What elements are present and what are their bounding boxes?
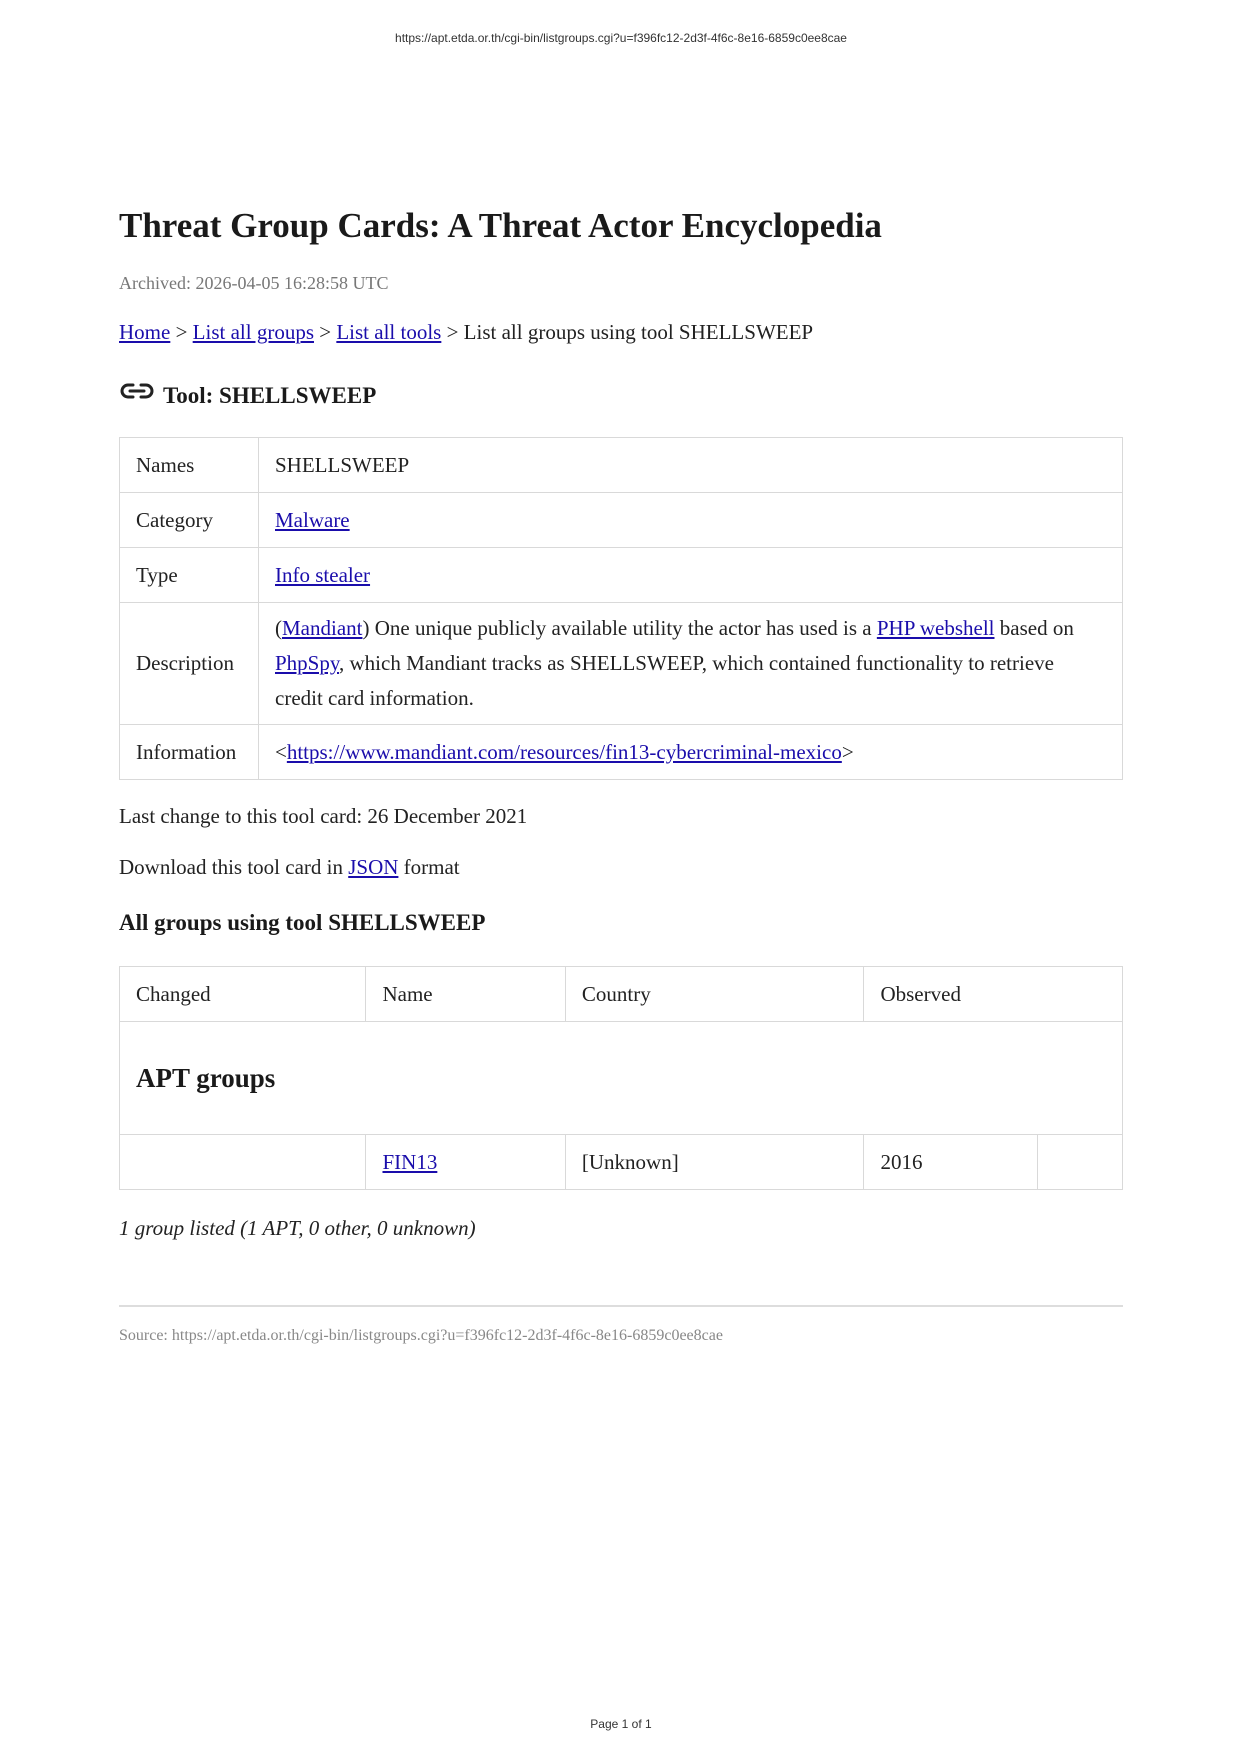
desc-text: , which Mandiant tracks as SHELLSWEEP, which contained functionality to retrieve credit card information. [275,651,1054,710]
main-content [119,205,1123,1345]
names-value: SHELLSWEEP [259,438,1123,493]
column-header-observed: Observed [864,967,1123,1022]
category-link[interactable]: Malware [275,507,350,532]
tool-title: Tool: SHELLSWEEP [163,383,377,408]
mandiant-source-link[interactable]: Mandiant [282,616,363,640]
tool-heading [119,379,1123,409]
info-bracket: > [841,739,854,764]
groups-summary: 1 group listed (1 APT, 0 other, 0 unknown) [119,1216,476,1240]
last-change-text: Last change to this tool card: 26 December 2021 [119,804,528,828]
json-download-link[interactable]: JSON [348,855,399,879]
section-title-apt-groups: APT groups [120,1022,1123,1135]
source-url: Source: https://apt.etda.or.th/cgi-bin/listgroups.cgi?u=f396fc12-2d3f-4f6c-8e16-6859c0ee8cae [119,1327,723,1344]
category-label: Category [120,493,259,548]
desc-text: based on [994,616,1074,640]
column-header-changed: Changed [120,967,366,1022]
table-row [120,493,1123,548]
information-value [259,725,1123,780]
table-row [120,1135,1123,1190]
groups-heading: All groups using tool SHELLSWEEP [119,910,486,935]
breadcrumb-home-link[interactable]: Home [119,320,171,344]
page-number: Page 1 of 1 [590,1717,652,1731]
info-bracket: < [275,739,287,764]
tool-info-table [119,437,1123,780]
desc-text: ( [275,616,282,640]
changed-cell [120,1135,366,1190]
table-row [120,548,1123,603]
column-header-name: Name [366,967,565,1022]
download-suffix: format [398,855,460,879]
breadcrumb-separator: > [170,320,193,344]
mandiant-report-link[interactable]: https://www.mandiant.com/resources/fin13-cybercriminal-mexico [286,739,842,764]
information-label: Information [120,725,259,780]
observed-cell: 2016 [864,1135,1037,1190]
table-header-row [120,967,1123,1022]
description-label: Description [120,603,259,725]
breadcrumb-separator: > [314,320,337,344]
link-icon [119,379,155,403]
section-row [120,1022,1123,1135]
download-prefix: Download this tool card in [119,855,349,879]
description-value [259,603,1123,725]
archived-timestamp: Archived: 2026-04-05 16:28:58 UTC [119,273,389,293]
print-header-url: https://apt.etda.or.th/cgi-bin/listgroups.cgi?u=f396fc12-2d3f-4f6c-8e16-6859c0ee8cae [395,31,847,45]
table-row [120,603,1123,725]
type-cell [259,548,1123,603]
desc-text: ) One unique publicly available utility the actor has used is a [362,616,877,640]
category-cell [259,493,1123,548]
groups-table [119,966,1123,1190]
column-header-country: Country [565,967,864,1022]
footer-divider [119,1305,1123,1307]
download-line [119,855,1123,880]
php-webshell-link[interactable]: PHP webshell [876,616,995,640]
group-link-fin13[interactable]: FIN13 [382,1149,438,1174]
breadcrumb-current: > List all groups using tool SHELLSWEEP [441,320,814,344]
names-label: Names [120,438,259,493]
breadcrumb-groups-link[interactable]: List all groups [192,320,314,344]
breadcrumb [119,320,1123,345]
breadcrumb-tools-link[interactable]: List all tools [336,320,442,344]
table-row [120,438,1123,493]
extra-cell [1037,1135,1122,1190]
country-cell: [Unknown] [565,1135,864,1190]
type-label: Type [120,548,259,603]
name-cell [366,1135,565,1190]
page-title: Threat Group Cards: A Threat Actor Encyclopedia [119,206,882,245]
table-row [120,725,1123,780]
phpspy-link[interactable]: PhpSpy [275,651,339,675]
type-link[interactable]: Info stealer [275,562,371,587]
